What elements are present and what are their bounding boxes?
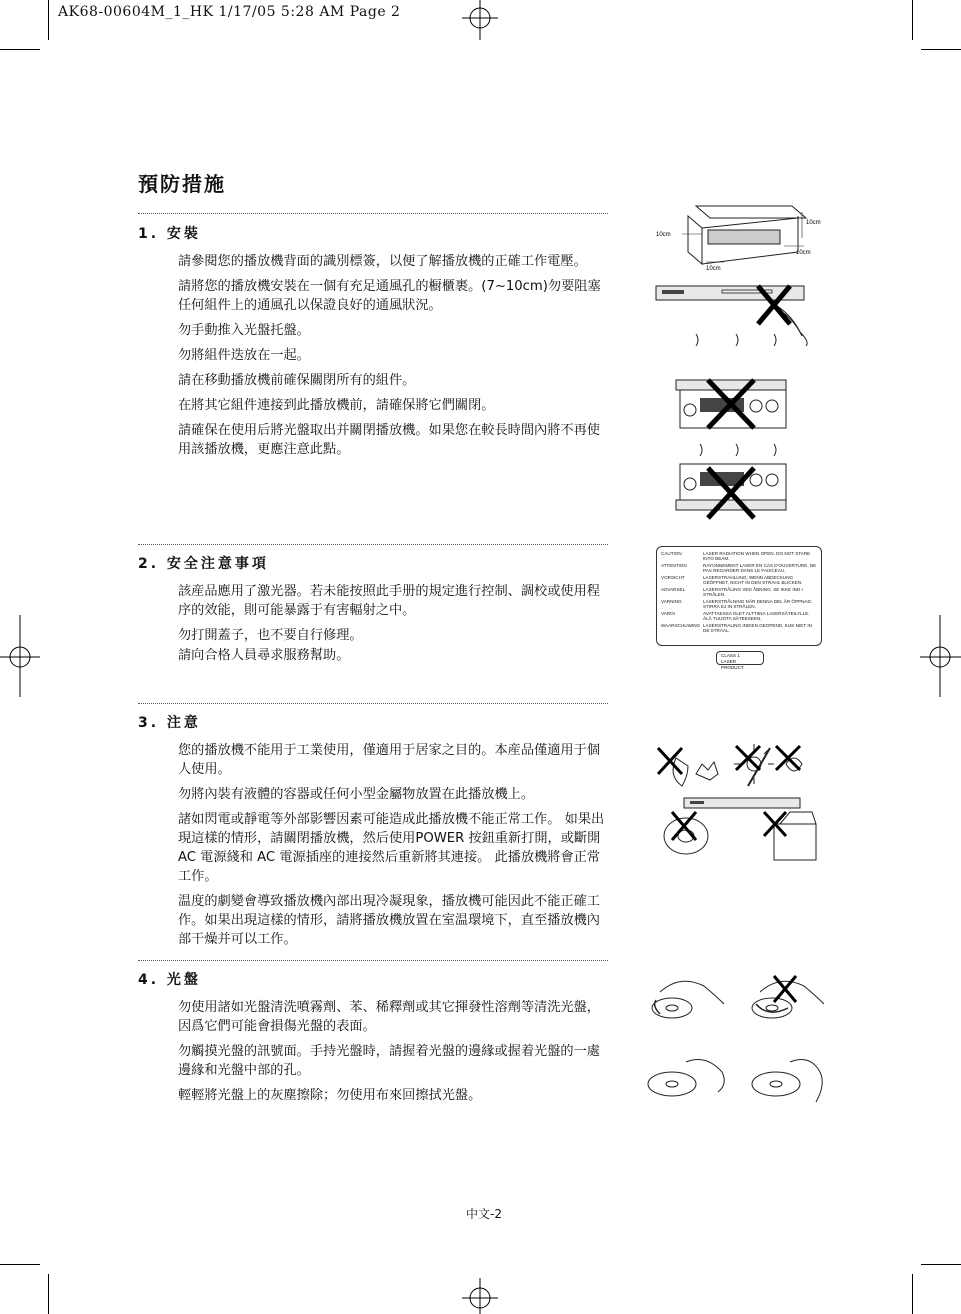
- paragraph: 請確保在使用后將光盤取出并關閉播放機。如果您在較長時間內將不再使用該播放機，更應注意此點。: [178, 423, 600, 457]
- registration-mark-left: [0, 615, 44, 697]
- environment-caution-illustration: [656, 740, 824, 864]
- paragraph: 請將您的播放機安裝在一個有充足通風孔的橱櫃裹。(7~10cm)勿要阻塞任何組件上的通風孔以保證良好的通風狀況。: [178, 279, 601, 313]
- section-divider: [138, 703, 608, 704]
- section-heading-caution: 3. 注意: [138, 715, 201, 731]
- laser-label-language: CAUTION: [661, 551, 682, 556]
- laser-label-row: [661, 551, 817, 562]
- laser-label-row: [661, 611, 817, 622]
- section-heading-installation: 1. 安裝: [138, 226, 201, 242]
- registration-mark-top: [458, 0, 502, 44]
- laser-label-language: VORSICHT: [661, 575, 685, 580]
- laser-label-language: VARNING: [661, 599, 682, 604]
- disc-handling-illustration: [646, 972, 830, 1112]
- section-divider: [138, 544, 608, 545]
- laser-label-text: AVATTAESSA OLET ALTTIINA LASERSÄTEILYLLE. ÄLÄ TUIJOTA SÄTEESEEN.: [703, 611, 810, 622]
- laser-label-language: ADVARSEL: [661, 587, 686, 592]
- registration-mark-bottom: [458, 1276, 502, 1314]
- paragraph: 請向合格人員尋求服務幫助。: [178, 648, 350, 663]
- laser-label-language: WAARSCHUWING: [661, 623, 701, 628]
- paragraph: 勿手動推入光盤托盤。: [178, 323, 310, 338]
- paragraph: 勿將內裝有液體的容器或任何小型金屬物放置在此播放機上。: [178, 787, 535, 802]
- laser-label-text: LASERSTRÅLING VED ÅBNING. SE IKKE IND I STRÅLEN.: [703, 587, 803, 598]
- paragraph: 請參閱您的播放機背面的識別標簽，以便了解播放機的正確工作電壓。: [178, 254, 587, 269]
- class-line: LASER PRODUCT: [721, 659, 744, 670]
- clearance-label: 10cm: [796, 250, 811, 256]
- registration-mark-right: [918, 615, 961, 697]
- paragraph: 勿觸摸光盤的訊號面。手持光盤時，請握着光盤的邊緣或握着光盤的一處邊緣和光盤中部的孔。: [178, 1044, 600, 1078]
- paragraph: 勿使用諸如光盤清洗噴霧劑、苯、稀釋劑或其它揮發性溶劑等清洗光盤，因爲它們可能會損傷光盤的表面。: [178, 1000, 600, 1034]
- section-heading-safety: 2. 安全注意事項: [138, 556, 269, 572]
- laser-label-text: LASERSTRÅLNING NÄR DENNA DEL ÄR ÖPPNAD. STIRRA EJ IN STRÅLEN.: [703, 599, 813, 610]
- laser-label-row: [661, 575, 817, 586]
- paragraph: 您的播放機不能用于工業使用，僅適用于居家之目的。本産品僅適用于個人使用。: [178, 743, 600, 777]
- section-divider: [138, 960, 608, 961]
- laser-label-text: LASERSTRALING INDIEN GEOPEND. KIJK NIET IN DE STRAAL.: [703, 623, 812, 634]
- tray-push-illustration: [652, 278, 824, 352]
- section-body-discs: [178, 998, 608, 1111]
- section-body-installation: [178, 252, 608, 465]
- ventilation-cabinet-illustration: [652, 198, 824, 274]
- paragraph: 請在移動播放機前確保關閉所有的組件。: [178, 373, 416, 388]
- laser-label-language: VARO!: [661, 611, 675, 616]
- paragraph: 在將其它組件連接到此播放機前，請確保將它們關閉。: [178, 398, 495, 413]
- stacking-illustration: [672, 376, 804, 524]
- clearance-label: 10cm: [806, 220, 821, 226]
- laser-label-row: [661, 599, 817, 610]
- page-number: 中文-2: [466, 1207, 502, 1221]
- class-line: CLASS 1: [721, 653, 740, 658]
- print-slug: AK68-00604M_1_HK 1/17/05 5:28 AM Page 2: [58, 4, 401, 20]
- paragraph: 諸如閃電或靜電等外部影響因素可能造成此播放機不能正常工作。 如果出現這樣的情形，請關閉播放機，然后使用POWER 按鈕重新打開，或斷開 AC 電源綫和 AC 電源插座的連接然后重新將其連接。 此播放機將會正常工作。: [178, 812, 605, 884]
- laser-warning-label: [656, 546, 822, 646]
- laser-label-text: LASER RADIATION WHEN OPEN. DO NOT STARE INTO BEAM.: [703, 551, 811, 562]
- laser-label-text: LASERSTRAHLUNG, WENN ABDECKUNG GEÖFFNET, NICHT IN DEN STRAHL BLICKEN.: [703, 575, 803, 586]
- laser-label-text: RAYONNEMENT LASER EN CAS D'OUVERTURE. NE PAS REGARDER DANS LE FAISCEAU.: [703, 563, 817, 574]
- paragraph: 勿打開蓋子，也不要自行修理。: [178, 628, 363, 643]
- section-body-caution: [178, 741, 608, 955]
- laser-label-row: [661, 623, 817, 634]
- paragraph: 該産品應用了激光器。若未能按照此手册的規定進行控制、調校或使用程序的效能，則可能暴露于有害輻射之中。: [178, 584, 600, 618]
- laser-label-row: [661, 563, 817, 574]
- laser-label-language: ATTENTION: [661, 563, 687, 568]
- clearance-label: 10cm: [656, 232, 671, 238]
- section-body-safety: [178, 582, 608, 671]
- page-title: 預防措施: [138, 172, 226, 196]
- paragraph: 勿將組件迭放在一起。: [178, 348, 310, 363]
- laser-class-badge: [716, 651, 764, 670]
- paragraph: 温度的劇變會導致播放機內部出現冷凝現象，播放機可能因此不能正確工作。如果出現這樣的情形，請將播放機放置在室温環境下，直至播放機內部干燥并可以工作。: [178, 894, 600, 947]
- clearance-label: 10cm: [706, 266, 721, 272]
- laser-label-row: [661, 587, 817, 598]
- section-heading-discs: 4. 光盤: [138, 972, 201, 988]
- paragraph: 輕輕將光盤上的灰塵擦除；勿使用布來回擦拭光盤。: [178, 1088, 482, 1103]
- section-divider: [138, 213, 608, 214]
